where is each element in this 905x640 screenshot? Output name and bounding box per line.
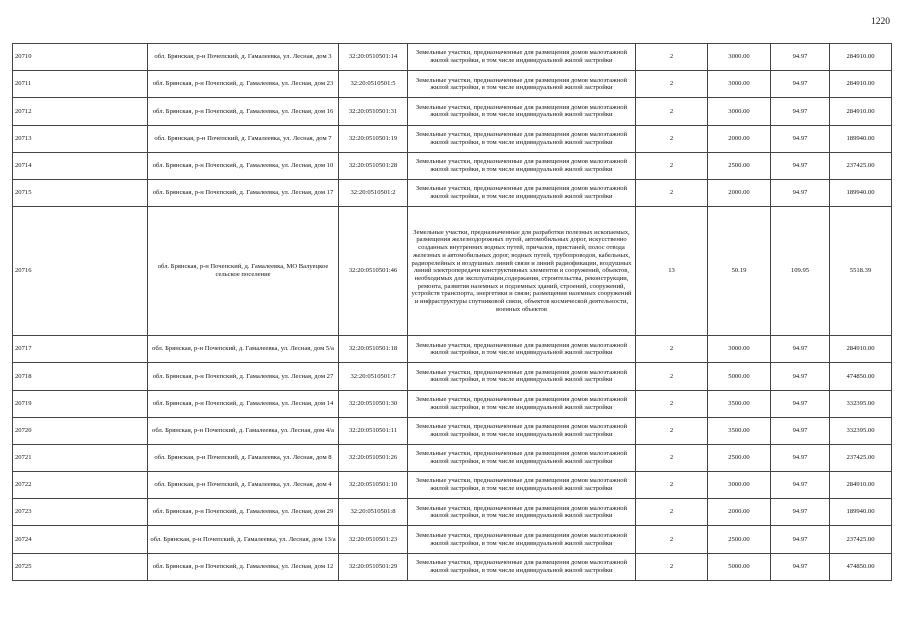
use-group-cell: 2 [636,44,708,71]
specific-value-cell: 94.97 [771,336,830,363]
permitted-use-cell: Земельные участки, предназначенные для размещения домов малоэтажной жилой застройки, в том числе индивидуальной жилой застройки [408,444,636,471]
specific-value-cell: 94.97 [771,444,830,471]
table-row [13,472,892,499]
address-cell: обл. Брянская, р-н Почепский, д. Гамалеевка, ул. Лесная, дом 14 [148,390,339,417]
cadastral-number-cell: 32:20:0510501:11 [339,417,408,444]
permitted-use-cell: Земельные участки, предназначенные для размещения домов малоэтажной жилой застройки, в том числе индивидуальной жилой застройки [408,472,636,499]
address-cell: обл. Брянская, р-н Почепский, д. Гамалеевка, ул. Лесная, дом 29 [148,499,339,526]
row-number: 20718 [13,363,148,390]
cadastral-value-cell: 189940.00 [830,499,892,526]
permitted-use-cell: Земельные участки, предназначенные для размещения домов малоэтажной жилой застройки, в том числе индивидуальной жилой застройки [408,336,636,363]
row-number: 20719 [13,390,148,417]
area-cell: 2000.00 [708,179,771,206]
table-row [13,125,892,152]
permitted-use-cell: Земельные участки, предназначенные для размещения домов малоэтажной жилой застройки, в том числе индивидуальной жилой застройки [408,44,636,71]
area-cell: 3000.00 [708,472,771,499]
address-cell: обл. Брянская, р-н Почепский, д. Гамалеевка, ул. Лесная, дом 5/а [148,336,339,363]
address-cell: обл. Брянская, р-н Почепский, д. Гамалеевка, ул. Лесная, дом 12 [148,553,339,580]
cadastral-number-cell: 32:20:0510501:30 [339,390,408,417]
specific-value-cell: 94.97 [771,553,830,580]
specific-value-cell: 94.97 [771,152,830,179]
specific-value-cell: 109.95 [771,207,830,336]
area-cell: 3500.00 [708,417,771,444]
specific-value-cell: 94.97 [771,417,830,444]
table-row [13,390,892,417]
address-cell: обл. Брянская, р-н Почепский, д. Гамалеевка, ул. Лесная, дом 17 [148,179,339,206]
table-row [13,71,892,98]
cadastral-number-cell: 32:20:0510501:28 [339,152,408,179]
table-row [13,207,892,336]
table-row [13,336,892,363]
row-number: 20717 [13,336,148,363]
area-cell: 5000.00 [708,553,771,580]
specific-value-cell: 94.97 [771,179,830,206]
specific-value-cell: 94.97 [771,472,830,499]
row-number: 20715 [13,179,148,206]
cadastral-number-cell: 32:20:0510501:7 [339,363,408,390]
cadastral-number-cell: 32:20:0510501:14 [339,44,408,71]
use-group-cell: 13 [636,207,708,336]
specific-value-cell: 94.97 [771,363,830,390]
area-cell: 2000.00 [708,125,771,152]
permitted-use-cell: Земельные участки, предназначенные для размещения домов малоэтажной жилой застройки, в том числе индивидуальной жилой застройки [408,526,636,553]
table-row [13,499,892,526]
specific-value-cell: 94.97 [771,499,830,526]
address-cell: обл. Брянская, р-н Почепский, д. Гамалеевка, ул. Лесная, дом 23 [148,71,339,98]
row-number: 20725 [13,553,148,580]
permitted-use-cell: Земельные участки, предназначенные для разработки полезных ископаемых, размещения железнодорожных путей, автомобильных дорог, искусственно созданных внутренних водных путей, причалов, пристаней, полос отвода железных и автомобильных дорог, водных путей, трубопроводов, кабельных, радиорелейных и воздушных линий связи и линий радиофикации, воздушных линий электропередачи конструктивных элементов и сооружений, объектов, необходимых для эксплуатации,содержания, строительства, реконструкции, ремонта, развития наземных и подземных зданий, строений, сооружений, устройств транспорта, энергетики и связи; размещения наземных сооружений и инфраструктуры спутниковой связи, объектов космической деятельности, военных объектов [408,207,636,336]
row-number: 20710 [13,44,148,71]
use-group-cell: 2 [636,71,708,98]
area-cell: 3000.00 [708,71,771,98]
area-cell: 2500.00 [708,444,771,471]
cadastral-value-cell: 284910.00 [830,472,892,499]
row-number: 20712 [13,98,148,125]
table-row [13,363,892,390]
table-row [13,417,892,444]
area-cell: 2500.00 [708,526,771,553]
cadastral-number-cell: 32:20:0510501:31 [339,98,408,125]
use-group-cell: 2 [636,336,708,363]
use-group-cell: 2 [636,499,708,526]
area-cell: 2500.00 [708,152,771,179]
permitted-use-cell: Земельные участки, предназначенные для размещения домов малоэтажной жилой застройки, в том числе индивидуальной жилой застройки [408,98,636,125]
address-cell: обл. Брянская, р-н Почепский, д. Гамалеевка, ул. Лесная, дом 7 [148,125,339,152]
cadastral-value-cell: 332395.00 [830,390,892,417]
cadastral-value-cell: 332395.00 [830,417,892,444]
table-row [13,44,892,71]
table-row [13,444,892,471]
area-cell: 50.19 [708,207,771,336]
table-row [13,152,892,179]
row-number: 20721 [13,444,148,471]
cadastral-number-cell: 32:20:0510501:46 [339,207,408,336]
cadastral-value-cell: 284910.00 [830,98,892,125]
address-cell: обл. Брянская, р-н Почепский, д. Гамалеевка, ул. Лесная, дом 16 [148,98,339,125]
row-number: 20716 [13,207,148,336]
table-row [13,98,892,125]
use-group-cell: 2 [636,363,708,390]
permitted-use-cell: Земельные участки, предназначенные для размещения домов малоэтажной жилой застройки, в том числе индивидуальной жилой застройки [408,499,636,526]
permitted-use-cell: Земельные участки, предназначенные для размещения домов малоэтажной жилой застройки, в том числе индивидуальной жилой застройки [408,125,636,152]
row-number: 20724 [13,526,148,553]
page-number: 1220 [871,17,890,27]
cadastral-number-cell: 32:20:0510501:19 [339,125,408,152]
use-group-cell: 2 [636,526,708,553]
cadastral-value-cell: 284910.00 [830,336,892,363]
address-cell: обл. Брянская, р-н Почепский, д. Гамалеевка, ул. Лесная, дом 8 [148,444,339,471]
specific-value-cell: 94.97 [771,125,830,152]
use-group-cell: 2 [636,152,708,179]
cadastral-value-cell: 284910.00 [830,44,892,71]
specific-value-cell: 94.97 [771,98,830,125]
cadastral-value-cell: 189940.00 [830,179,892,206]
use-group-cell: 2 [636,417,708,444]
table-row [13,553,892,580]
area-cell: 3000.00 [708,98,771,125]
cadastral-number-cell: 32:20:0510501:2 [339,179,408,206]
area-cell: 3000.00 [708,336,771,363]
use-group-cell: 2 [636,472,708,499]
specific-value-cell: 94.97 [771,526,830,553]
area-cell: 3000.00 [708,44,771,71]
area-cell: 3500.00 [708,390,771,417]
cadastral-value-cell: 5518.39 [830,207,892,336]
cadastral-number-cell: 32:20:0510501:23 [339,526,408,553]
permitted-use-cell: Земельные участки, предназначенные для размещения домов малоэтажной жилой застройки, в том числе индивидуальной жилой застройки [408,179,636,206]
specific-value-cell: 94.97 [771,44,830,71]
cadastral-number-cell: 32:20:0510501:18 [339,336,408,363]
cadastral-value-cell: 237425.00 [830,526,892,553]
cadastral-value-cell: 237425.00 [830,444,892,471]
address-cell: обл. Брянская, р-н Почепский, д. Гамалеевка, ул. Лесная, дом 3 [148,44,339,71]
cadastral-number-cell: 32:20:0510501:8 [339,499,408,526]
cadastral-value-cell: 189940.00 [830,125,892,152]
permitted-use-cell: Земельные участки, предназначенные для размещения домов малоэтажной жилой застройки, в том числе индивидуальной жилой застройки [408,417,636,444]
cadastral-number-cell: 32:20:0510501:26 [339,444,408,471]
cadastral-value-table [12,43,892,581]
table-body [13,44,892,581]
address-cell: обл. Брянская, р-н Почепский, д. Гамалеевка, ул. Лесная, дом 27 [148,363,339,390]
use-group-cell: 2 [636,125,708,152]
area-cell: 5000.00 [708,363,771,390]
use-group-cell: 2 [636,444,708,471]
address-cell: обл. Брянская, р-н Почепский, д. Гамалеевка, ул. Лесная, дом 13/а [148,526,339,553]
specific-value-cell: 94.97 [771,390,830,417]
address-cell: обл. Брянская, р-н Почепский, д. Гамалеевка, ул. Лесная, дом 4/а [148,417,339,444]
permitted-use-cell: Земельные участки, предназначенные для размещения домов малоэтажной жилой застройки, в том числе индивидуальной жилой застройки [408,390,636,417]
table-row [13,179,892,206]
row-number: 20713 [13,125,148,152]
address-cell: обл. Брянская, р-н Почепский, д. Гамалеевка, ул. Лесная, дом 10 [148,152,339,179]
use-group-cell: 2 [636,553,708,580]
specific-value-cell: 94.97 [771,71,830,98]
permitted-use-cell: Земельные участки, предназначенные для размещения домов малоэтажной жилой застройки, в том числе индивидуальной жилой застройки [408,363,636,390]
table-row [13,526,892,553]
cadastral-number-cell: 32:20:0510501:29 [339,553,408,580]
row-number: 20711 [13,71,148,98]
use-group-cell: 2 [636,390,708,417]
permitted-use-cell: Земельные участки, предназначенные для размещения домов малоэтажной жилой застройки, в том числе индивидуальной жилой застройки [408,71,636,98]
address-cell: обл. Брянская, р-н Почепский, д. Гамалеевка, МО Валуецкое сельское поселение [148,207,339,336]
row-number: 20722 [13,472,148,499]
area-cell: 2000.00 [708,499,771,526]
cadastral-number-cell: 32:20:0510501:10 [339,472,408,499]
permitted-use-cell: Земельные участки, предназначенные для размещения домов малоэтажной жилой застройки, в том числе индивидуальной жилой застройки [408,152,636,179]
use-group-cell: 2 [636,98,708,125]
address-cell: обл. Брянская, р-н Почепский, д. Гамалеевка, ул. Лесная, дом 4 [148,472,339,499]
permitted-use-cell: Земельные участки, предназначенные для размещения домов малоэтажной жилой застройки, в том числе индивидуальной жилой застройки [408,553,636,580]
row-number: 20720 [13,417,148,444]
cadastral-value-cell: 284910.00 [830,71,892,98]
row-number: 20714 [13,152,148,179]
cadastral-value-cell: 474850.00 [830,363,892,390]
cadastral-value-cell: 237425.00 [830,152,892,179]
cadastral-number-cell: 32:20:0510501:5 [339,71,408,98]
row-number: 20723 [13,499,148,526]
use-group-cell: 2 [636,179,708,206]
cadastral-value-cell: 474850.00 [830,553,892,580]
